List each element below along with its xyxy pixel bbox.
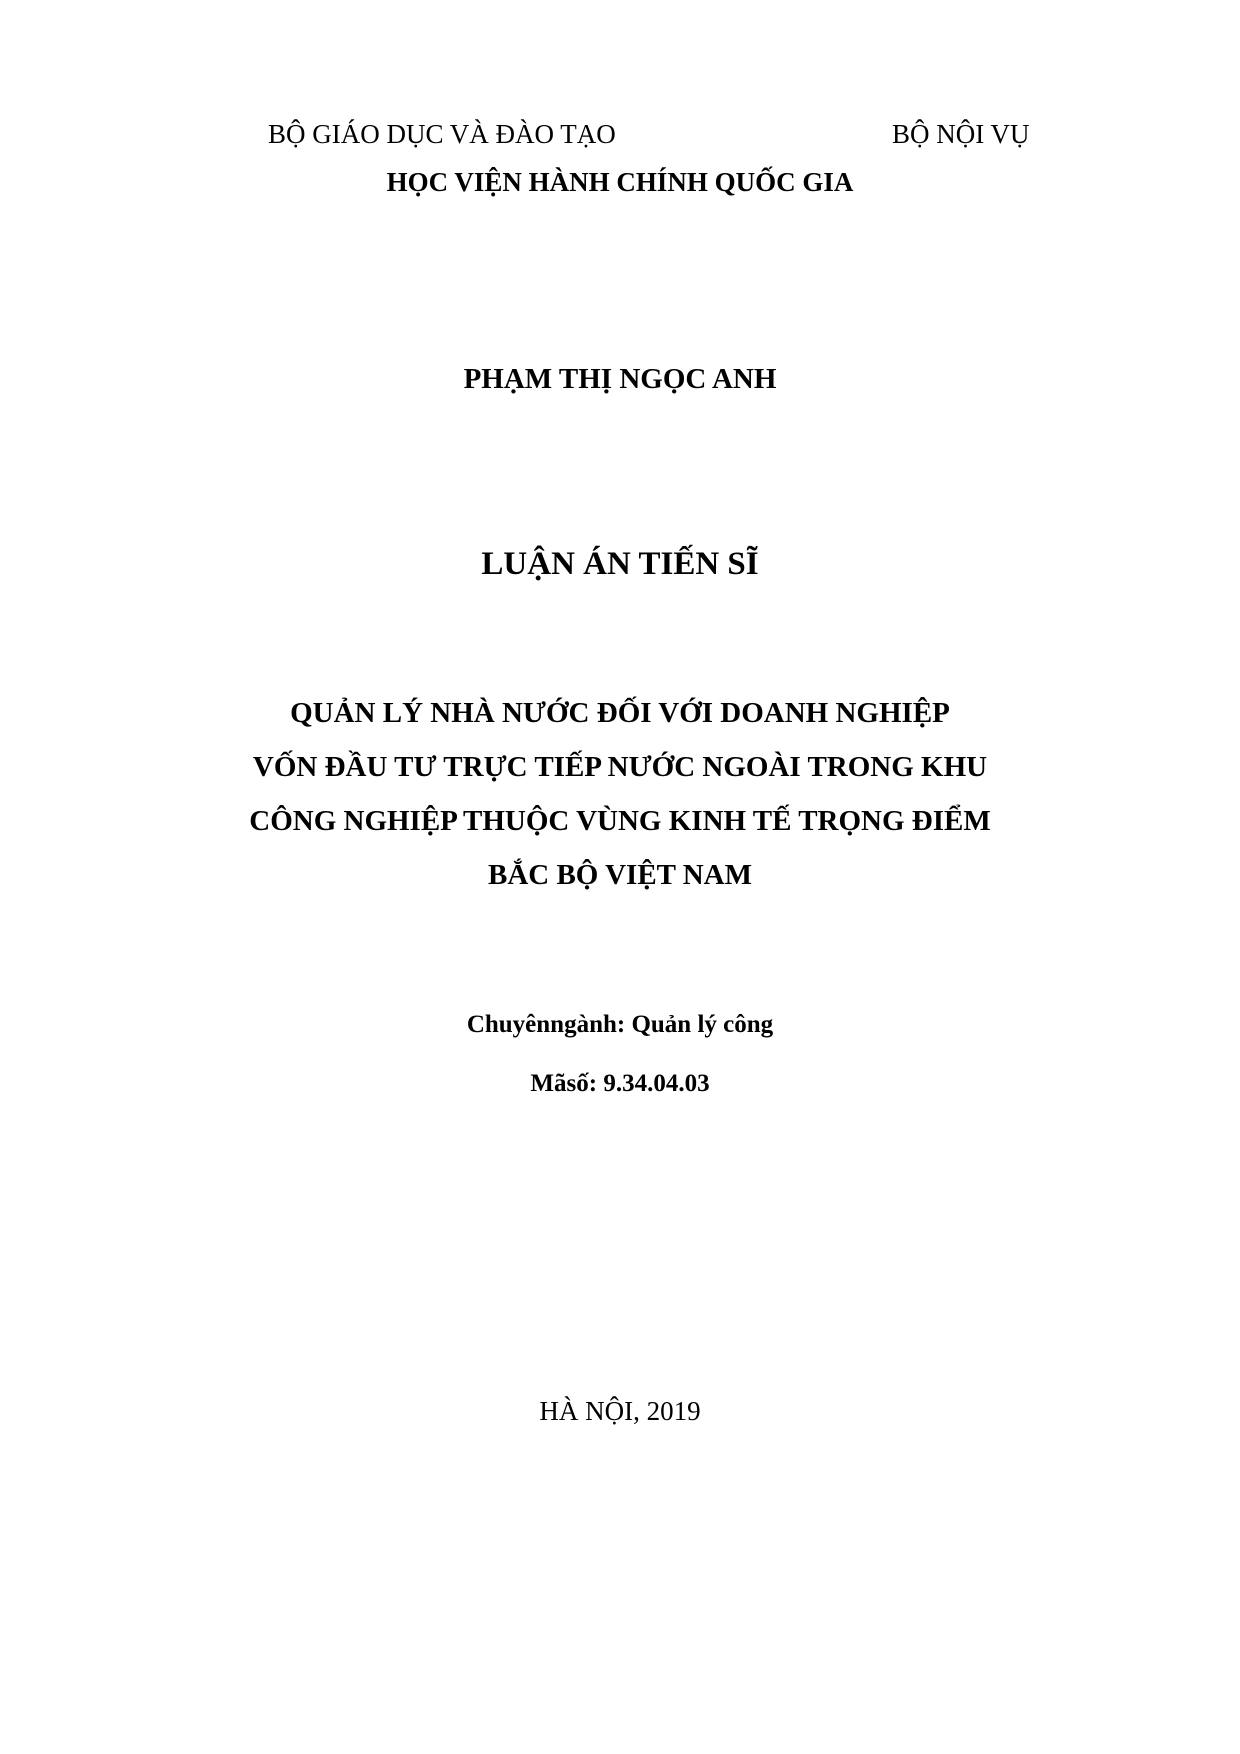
- ministry-education-label: BỘ GIÁO DỤC VÀ ĐÀO TẠO: [268, 119, 616, 149]
- major-field: Chuyênngành: Quản lý công: [466, 1011, 774, 1038]
- ministry-home-affairs-label: BỘ NỘI VỤ: [892, 119, 1030, 149]
- thesis-title-line: CÔNG NGHIỆP THUỘC VÙNG KINH TẾ TRỌNG ĐIỂM: [249, 805, 991, 837]
- author-name: PHẠM THỊ NGỌC ANH: [463, 363, 777, 395]
- thesis-title: [0, 686, 1240, 902]
- place-and-year: HÀ NỘI, 2019: [539, 1396, 701, 1426]
- thesis-title-line: BẮC BỘ VIỆT NAM: [487, 859, 752, 891]
- thesis-title-line: VỐN ĐẦU TƯ TRỰC TIẾP NƯỚC NGOÀI TRONG KHU: [252, 751, 988, 783]
- institute-name: HỌC VIỆN HÀNH CHÍNH QUỐC GIA: [386, 167, 854, 197]
- thesis-title-line: QUẢN LÝ NHÀ NƯỚC ĐỐI VỚI DOANH NGHIỆP: [290, 697, 950, 729]
- major-code: Mãsố: 9.34.04.03: [530, 1070, 710, 1097]
- document-type: LUẬN ÁN TIẾN SĨ: [481, 546, 759, 582]
